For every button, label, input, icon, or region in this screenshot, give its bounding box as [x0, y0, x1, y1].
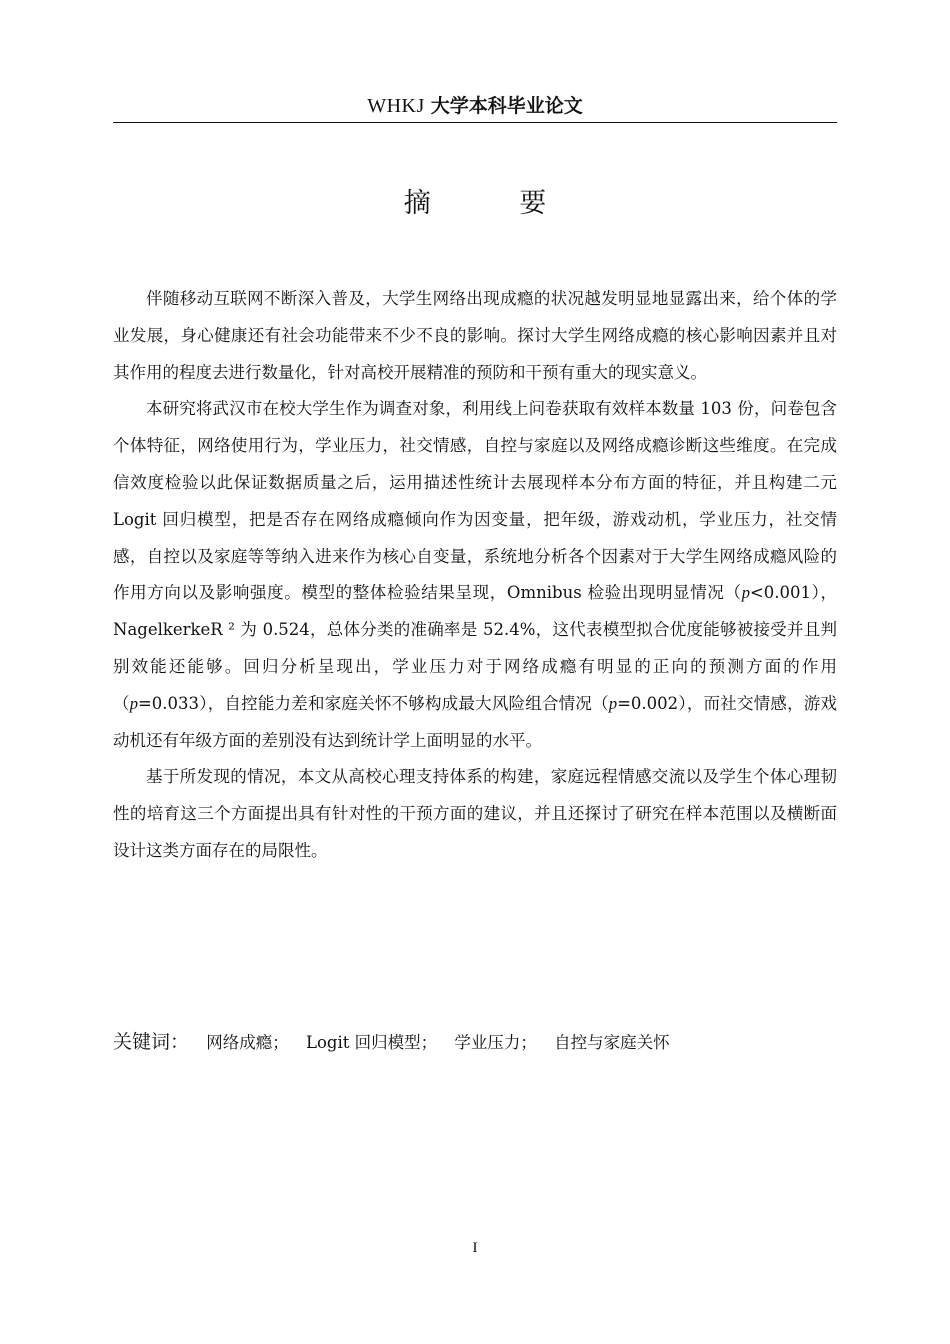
header-rule [113, 122, 837, 123]
page-title: 摘 要 [403, 188, 587, 219]
keywords-line [113, 1024, 837, 1061]
keyword-item: 自控与家庭关怀 [554, 1033, 670, 1052]
paragraph-text: 本研究将武汉市在校大学生作为调查对象，利用线上问卷获取有效样本数量 103 份，问卷包含个体特征，网络使用行为，学业压力，社交情感，自控与家庭以及网络成瘾诊断这些维度。在完成信效度检验以此保证数据质量之后，运用描述性统计去展现样本分布方面的特征，并且构建二元 Logit 回归模型，把是否存在网络成瘾倾向作为因变量，把年级，游戏动机，学业压力，社交情感，自控以及家庭等等纳入进来作为核心自变量，系统地分析各个因素对于大学生网络成瘾风险的作用方向以及影响强度。模型的整体检验结果呈现，Omnibus 检验出现明显情况（ [113, 399, 837, 603]
abstract-paragraph [113, 391, 837, 759]
header-prefix: WHKJ [367, 95, 425, 117]
keyword-item: 学业压力； [454, 1033, 537, 1052]
paragraph-text: 伴随移动互联网不断深入普及，大学生网络出现成瘾的状况越发明显地显露出来，给个体的学业发展，身心健康还有社会功能带来不少不良的影响。探讨大学生网络成瘾的核心影响因素并且对其作用的程度去进行数量化，针对高校开展精准的预防和干预有重大的现实意义。 [113, 289, 837, 382]
keyword-item: 网络成瘾； [206, 1033, 289, 1052]
keyword-item: Logit 回归模型； [306, 1033, 438, 1052]
header-title: 大学本科毕业论文 [430, 95, 583, 117]
italic-variable: p [129, 693, 138, 713]
running-header [113, 92, 837, 120]
keywords-label: 关键词： [113, 1031, 190, 1053]
paragraph-text: 基于所发现的情况，本文从高校心理支持体系的构建，家庭远程情感交流以及学生个体心理韧性的培育这三个方面提出具有针对性的干预方面的建议，并且还探讨了研究在样本范围以及横断面设计这类方面存在的局限性。 [113, 767, 837, 860]
abstract-body [113, 281, 837, 870]
paragraph-text: <0.001），NagelkerkeR ² 为 0.524，总体分类的准确率是 52.4%，这代表模型拟合优度能够被接受并且判别效能还能够。回归分析呈现出，学业压力对于网络成瘾有明显的正向的预测方面的作用（ [113, 583, 838, 713]
italic-variable: p [741, 583, 750, 603]
paragraph-text: =0.033），自控能力差和家庭关怀不够构成最大风险组合情况（ [137, 693, 609, 713]
italic-variable: p [608, 693, 618, 713]
paragraph-text: =0.002），而社交情感，游戏动机还有年级方面的差别没有达到统计学上面明显的水平。 [113, 693, 838, 750]
abstract-paragraph [113, 281, 837, 391]
abstract-paragraph [113, 759, 837, 869]
page-number: I [472, 1240, 478, 1256]
